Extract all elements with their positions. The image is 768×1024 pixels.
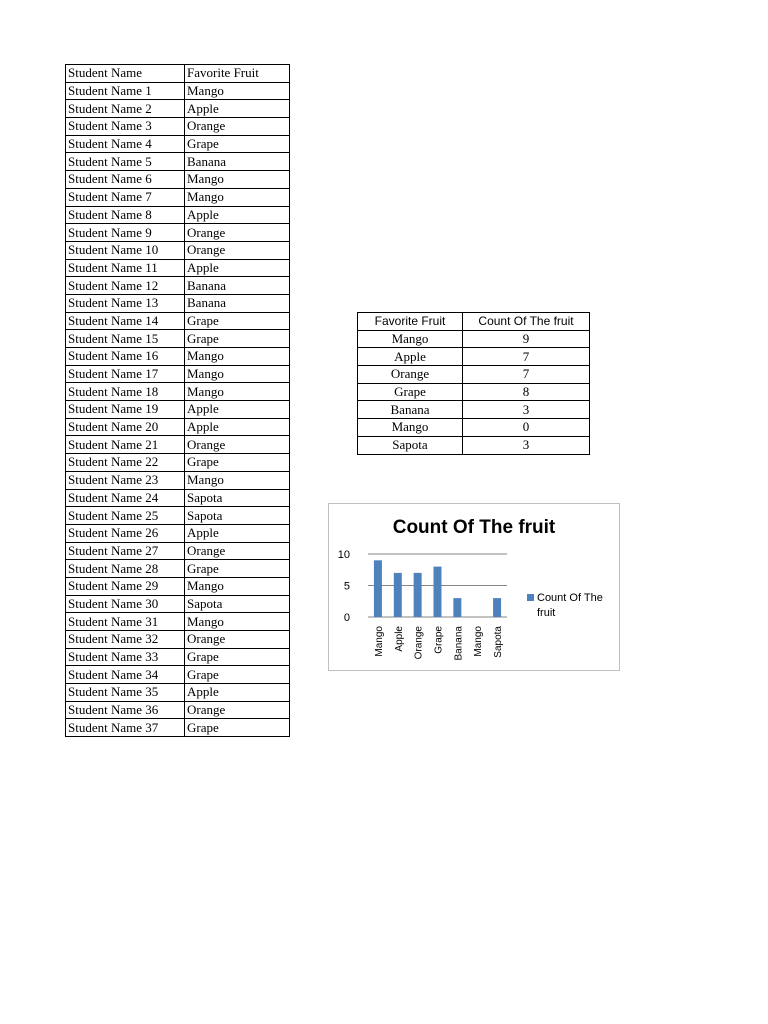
table-cell: Student Name 37 bbox=[66, 719, 185, 737]
y-tick-label: 10 bbox=[337, 549, 350, 561]
table-row bbox=[358, 401, 590, 419]
table-cell: 3 bbox=[463, 436, 590, 454]
table-row bbox=[66, 348, 290, 366]
table-row bbox=[358, 366, 590, 384]
table-cell: Orange bbox=[185, 701, 290, 719]
table-cell: Student Name 10 bbox=[66, 241, 185, 259]
table-cell: Student Name 26 bbox=[66, 524, 185, 542]
table-row bbox=[66, 542, 290, 560]
table-cell: Sapota bbox=[185, 595, 290, 613]
table-cell: Mango bbox=[358, 419, 463, 437]
table-row bbox=[66, 631, 290, 649]
table-cell: Mango bbox=[185, 82, 290, 100]
fruit-count-chart[interactable] bbox=[328, 503, 620, 671]
table-cell: Apple bbox=[185, 259, 290, 277]
table-cell: Banana bbox=[358, 401, 463, 419]
bar-grape-3[interactable] bbox=[434, 567, 442, 617]
table-cell: 7 bbox=[463, 366, 590, 384]
table-row bbox=[66, 666, 290, 684]
table-cell: Apple bbox=[185, 684, 290, 702]
table-cell: Orange bbox=[185, 436, 290, 454]
x-tick-label: Grape bbox=[433, 626, 445, 654]
bar-mango-0[interactable] bbox=[374, 560, 382, 617]
table-cell: Student Name 35 bbox=[66, 684, 185, 702]
table-cell: Student Name 16 bbox=[66, 348, 185, 366]
table-row bbox=[66, 100, 290, 118]
table-cell: Student Name 25 bbox=[66, 507, 185, 525]
table-row bbox=[66, 701, 290, 719]
table-cell: Student Name 30 bbox=[66, 595, 185, 613]
table-cell: Student Name 3 bbox=[66, 118, 185, 136]
table-cell: Grape bbox=[185, 648, 290, 666]
table-cell: Grape bbox=[185, 312, 290, 330]
column-header: Favorite Fruit bbox=[358, 313, 463, 331]
table-row bbox=[358, 330, 590, 348]
table-row bbox=[358, 419, 590, 437]
table-row bbox=[66, 312, 290, 330]
table-row bbox=[358, 383, 590, 401]
table-row bbox=[66, 135, 290, 153]
table-cell: Student Name 13 bbox=[66, 294, 185, 312]
table-row bbox=[66, 719, 290, 737]
table-cell: Apple bbox=[185, 524, 290, 542]
table-cell: Student Name 9 bbox=[66, 224, 185, 242]
table-cell: 9 bbox=[463, 330, 590, 348]
table-cell: Orange bbox=[185, 241, 290, 259]
table-cell: Apple bbox=[185, 418, 290, 436]
table-cell: Student Name 12 bbox=[66, 277, 185, 295]
table-cell: Student Name 29 bbox=[66, 577, 185, 595]
x-tick-label: Sapota bbox=[493, 626, 505, 658]
table-cell: 8 bbox=[463, 383, 590, 401]
table-cell: 3 bbox=[463, 401, 590, 419]
table-cell: Mango bbox=[185, 577, 290, 595]
y-tick-label: 5 bbox=[343, 580, 350, 593]
table-cell: Mango bbox=[185, 471, 290, 489]
table-cell: Mango bbox=[185, 348, 290, 366]
bar-apple-1[interactable] bbox=[394, 573, 402, 617]
table-cell: Apple bbox=[185, 401, 290, 419]
table-cell: Sapota bbox=[185, 489, 290, 507]
table-cell: Student Name 27 bbox=[66, 542, 185, 560]
table-cell: Student Name 22 bbox=[66, 454, 185, 472]
table-cell: Student Name 31 bbox=[66, 613, 185, 631]
table-cell: Student Name 11 bbox=[66, 259, 185, 277]
table-row bbox=[66, 418, 290, 436]
table-row bbox=[358, 348, 590, 366]
table-cell: Student Name 1 bbox=[66, 82, 185, 100]
table-cell: Student Name 4 bbox=[66, 135, 185, 153]
table-row bbox=[66, 401, 290, 419]
table-row bbox=[66, 224, 290, 242]
table-row bbox=[66, 684, 290, 702]
table-cell: 7 bbox=[463, 348, 590, 366]
x-tick-label: Mango bbox=[473, 626, 485, 657]
table-cell: Sapota bbox=[358, 436, 463, 454]
table-cell: Apple bbox=[358, 348, 463, 366]
table-cell: Student Name 36 bbox=[66, 701, 185, 719]
table-cell: Grape bbox=[185, 560, 290, 578]
table-cell: Mango bbox=[185, 383, 290, 401]
bar-sapota-6[interactable] bbox=[493, 598, 501, 617]
header-row bbox=[358, 313, 590, 331]
table-row bbox=[66, 259, 290, 277]
table-cell: Banana bbox=[185, 277, 290, 295]
table-row bbox=[66, 206, 290, 224]
table-row bbox=[66, 294, 290, 312]
table-row bbox=[66, 507, 290, 525]
table-row bbox=[66, 560, 290, 578]
table-cell: Orange bbox=[185, 542, 290, 560]
column-header: Favorite Fruit bbox=[185, 65, 290, 83]
table-row bbox=[66, 383, 290, 401]
table-cell: Student Name 7 bbox=[66, 188, 185, 206]
table-cell: Orange bbox=[185, 118, 290, 136]
table-cell: Student Name 15 bbox=[66, 330, 185, 348]
x-tick-label: Mango bbox=[373, 626, 385, 657]
table-row bbox=[66, 82, 290, 100]
table-cell: Student Name 5 bbox=[66, 153, 185, 171]
x-tick-label: Orange bbox=[413, 626, 425, 660]
table-cell: Orange bbox=[185, 631, 290, 649]
table-cell: Student Name 8 bbox=[66, 206, 185, 224]
table-row bbox=[358, 436, 590, 454]
table-cell: Grape bbox=[185, 719, 290, 737]
table-cell: Student Name 21 bbox=[66, 436, 185, 454]
table-cell: Mango bbox=[358, 330, 463, 348]
table-row bbox=[66, 188, 290, 206]
table-row bbox=[66, 436, 290, 454]
table-row bbox=[66, 489, 290, 507]
table-cell: Apple bbox=[185, 100, 290, 118]
table-cell: Student Name 24 bbox=[66, 489, 185, 507]
bar-orange-2[interactable] bbox=[414, 573, 422, 617]
table-cell: Student Name 19 bbox=[66, 401, 185, 419]
table-row bbox=[66, 524, 290, 542]
table-row bbox=[66, 648, 290, 666]
table-cell: Orange bbox=[358, 366, 463, 384]
table-cell: Student Name 32 bbox=[66, 631, 185, 649]
table-row bbox=[66, 365, 290, 383]
table-row bbox=[66, 153, 290, 171]
legend-swatch bbox=[527, 594, 534, 601]
student-fruit-table bbox=[65, 64, 290, 737]
header-row bbox=[66, 65, 290, 83]
table-cell: Mango bbox=[185, 171, 290, 189]
table-cell: Banana bbox=[185, 294, 290, 312]
fruit-count-table bbox=[357, 312, 590, 455]
table-row bbox=[66, 118, 290, 136]
table-row bbox=[66, 454, 290, 472]
table-cell: Student Name 14 bbox=[66, 312, 185, 330]
legend-label: Count Of The fruit bbox=[537, 592, 603, 619]
table-cell: Grape bbox=[185, 666, 290, 684]
table-cell: Student Name 17 bbox=[66, 365, 185, 383]
table-cell: Mango bbox=[185, 365, 290, 383]
table-cell: Student Name 18 bbox=[66, 383, 185, 401]
table-cell: Student Name 6 bbox=[66, 171, 185, 189]
table-row bbox=[66, 577, 290, 595]
table-cell: Grape bbox=[358, 383, 463, 401]
table-row bbox=[66, 241, 290, 259]
table-cell: Student Name 34 bbox=[66, 666, 185, 684]
table-cell: Student Name 33 bbox=[66, 648, 185, 666]
table-cell: Student Name 23 bbox=[66, 471, 185, 489]
table-row bbox=[66, 613, 290, 631]
bar-banana-4[interactable] bbox=[453, 598, 461, 617]
y-tick-label: 0 bbox=[343, 612, 350, 624]
x-tick-label: Apple bbox=[393, 626, 405, 652]
table-cell: 0 bbox=[463, 419, 590, 437]
table-cell: Grape bbox=[185, 454, 290, 472]
table-cell: Banana bbox=[185, 153, 290, 171]
chart-canvas bbox=[329, 504, 619, 670]
table-cell: Mango bbox=[185, 613, 290, 631]
table-row bbox=[66, 471, 290, 489]
table-cell: Student Name 28 bbox=[66, 560, 185, 578]
table-cell: Sapota bbox=[185, 507, 290, 525]
table-cell: Mango bbox=[185, 188, 290, 206]
table-row bbox=[66, 277, 290, 295]
column-header: Student Name bbox=[66, 65, 185, 83]
table-row bbox=[66, 330, 290, 348]
table-row bbox=[66, 171, 290, 189]
chart-title: Count Of The fruit bbox=[392, 517, 556, 538]
column-header: Count Of The fruit bbox=[463, 313, 590, 331]
table-row bbox=[66, 595, 290, 613]
table-cell: Grape bbox=[185, 135, 290, 153]
x-tick-label: Banana bbox=[453, 626, 465, 661]
table-cell: Apple bbox=[185, 206, 290, 224]
table-cell: Student Name 2 bbox=[66, 100, 185, 118]
table-cell: Student Name 20 bbox=[66, 418, 185, 436]
table-cell: Orange bbox=[185, 224, 290, 242]
table-cell: Grape bbox=[185, 330, 290, 348]
